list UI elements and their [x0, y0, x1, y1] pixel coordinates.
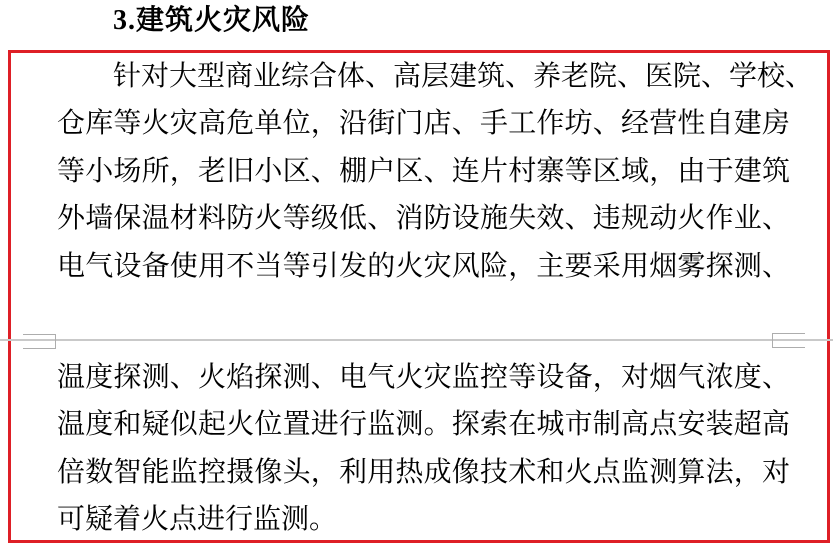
paragraph-line: 针对大型商业综合体、高层建筑、养老院、医院、学校、 [113, 61, 814, 92]
page-break-divider [0, 339, 833, 341]
paragraph-line: 温度探测、火焰探测、电气火灾监控等设备，对烟气浓度、 [57, 362, 790, 393]
paragraph-line: 仓库等火灾高危单位，沿街门店、手工作坊、经营性自建房 [57, 108, 790, 139]
paragraph-line: 等小场所，老旧小区、棚户区、连片村寨等区域，由于建筑 [57, 156, 790, 187]
paragraph-line: 可疑着火点进行监测。 [57, 504, 338, 535]
page-margin-marker-left-icon [23, 334, 56, 349]
paragraph-line: 倍数智能监控摄像头，利用热成像技术和火点监测算法，对 [57, 457, 790, 488]
page-margin-marker-right-icon [772, 333, 805, 348]
section-heading: 3.建筑火灾风险 [113, 5, 311, 36]
paragraph-line: 外墙保温材料防火等级低、消防设施失效、违规动火作业、 [57, 203, 790, 234]
paragraph-line: 温度和疑似起火位置进行监测。探索在城市制高点安装超高 [57, 409, 790, 440]
paragraph-line: 电气设备使用不当等引发的火灾风险，主要采用烟雾探测、 [57, 251, 790, 282]
